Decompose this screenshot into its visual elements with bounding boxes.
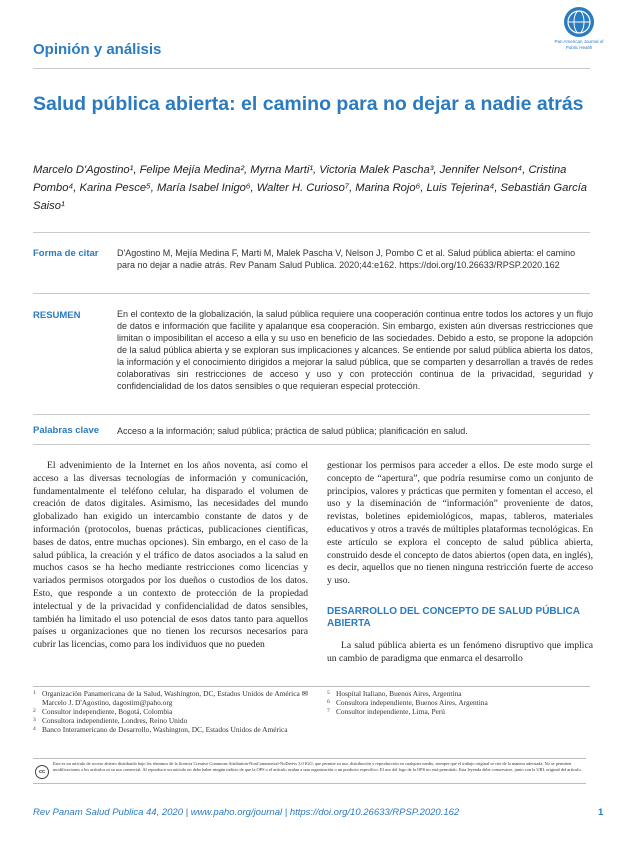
- journal-logo: [548, 7, 610, 50]
- footnote-item: 3 Consultora independiente, Londres, Reino Unido: [33, 716, 188, 725]
- footer-citation: Rev Panam Salud Publica 44, 2020 | www.paho.org/journal | https://doi.org/10.26633/RPSP.2020.162: [33, 807, 460, 818]
- cite-label: Forma de citar: [33, 248, 99, 259]
- footnotes-right: [327, 689, 593, 716]
- body-right-column-continued: [327, 640, 593, 666]
- footnote-item: 1 Organización Panamericana de la Salud, Washington, DC, Estados Unidos de América ✉ Marcelo J. D'Agostino, dagostim@paho.org: [33, 689, 308, 707]
- article-title: Salud pública abierta: el camino para no dejar a nadie atrás: [33, 93, 584, 115]
- body-left-column: [33, 460, 308, 652]
- section-label: Opinión y análisis: [33, 41, 162, 58]
- body-paragraph: La salud pública abierta es un fenómeno disruptivo que implica un cambio de paradigma que enmarca el desarrollo: [327, 640, 593, 664]
- creative-commons-icon: cc: [35, 765, 49, 779]
- footnotes-left: [33, 689, 308, 734]
- footnote-item: 2 Consultor independiente, Bogotá, Colombia: [33, 707, 173, 716]
- keywords-divider: [33, 444, 590, 445]
- abstract-text: En el contexto de la globalización, la salud pública requiere una cooperación continua entre todos los actores y un flujo de datos e información que facilite y apalanque esa cooperación. Sin embargo, existen aún diversas restricciones que limitan o imposibilitan el acceso a ella y su uso en beneficio de las sociedades. Debido a esto, se propone la adopción de la salud pública abierta y se exploran sus implicaciones y alcances. Se entiende por salud pública abierta los datos, la información y el conocimiento dirigidos a mejorar la salud pública, que se comparten y desarrollan a través de redes colaborativas sin restricciones de acceso y uso y con protección continua de la privacidad, seguridad y confidencialidad de los datos sensibles o que requieran especial protección.: [117, 309, 593, 391]
- license-notice: [33, 758, 586, 784]
- authors-divider: [33, 232, 590, 233]
- keywords-text: Acceso a la información; salud pública; práctica de salud pública; planificación en salud.: [117, 426, 468, 436]
- page-number: 1: [598, 807, 604, 818]
- abstract-label: RESUMEN: [33, 310, 81, 321]
- cite-divider: [33, 293, 590, 294]
- journal-logo-text: Pan American Journal of Public Health: [554, 39, 604, 50]
- body-paragraph: gestionar los permisos para acceder a ellos. De este modo surge el concepto de “apertura”, que podría resumirse como un conjunto de principios, valores y prácticas que permiten y fomentan el acceso, el uso y la diseminación de “información” proveniente de datos, revistas, boletines epidemiológicos, mapas, tableros, materiales educativos y otros a través de múltiples plataformas tecnológicas. En este artículo se explora el concepto de salud pública abierta, construido desde el concepto de datos abiertos (open data, en inglés), es decir, aquellos que no tienen ninguna restricción fuerte de acceso y uso.: [327, 460, 593, 587]
- abstract-divider: [33, 414, 590, 415]
- cite-text: D'Agostino M, Mejía Medina F, Marti M, Malek Pascha V, Nelson J, Pombo C et al. Salud pública abierta: el camino para no dejar a nadie atrás. Rev Panam Salud Publica. 2020;44:e162. https://doi.org/10.26633/RPSP.2020.162: [117, 248, 576, 270]
- author-list: Marcelo D'Agostino¹, Felipe Mejía Medina², Myrna Marti¹, Victoria Malek Pascha³, Jennifer Nelson⁴, Cristina Pombo⁴, Karina Pesce⁵, María Isabel Inigo⁶, Walter H. Curioso⁷, Marina Rojo⁶, Luis Tejerina⁴, Sebastián García Saiso¹: [33, 164, 587, 212]
- footnote-item: 6 Consultora independiente, Buenos Aires, Argentina: [327, 698, 488, 707]
- footnote-item: 4 Banco Interamericano de Desarrollo, Washington, DC, Estados Unidos de América: [33, 725, 288, 734]
- globe-icon: [564, 7, 594, 37]
- footnote-divider: [33, 686, 590, 687]
- license-text: Este es un artículo de acceso abierto distribuido bajo los términos de la licencia Creative Commons Attribution-NonCommercial-NoDerivs 3.0 IGO, que permite su uso, distribución y reproducción en cualquier medio, siempre que el trabajo original se cite de la manera adecuada. No se permiten modificaciones a los artículos ni su uso comercial. Al reproducir un artículo no debe haber ningún indicio de que la OPS o el artículo avalan a una organización o un producto específico. El uso del logo de la OPS no está permitido. Esta leyenda debe conservarse, junto con la URL original del artículo.: [53, 761, 582, 772]
- header-divider: [33, 68, 590, 69]
- footnote-item: 7 Consultor independiente, Lima, Perú: [327, 707, 445, 716]
- keywords-label: Palabras clave: [33, 425, 100, 436]
- footnote-item: 5 Hospital Italiano, Buenos Aires, Argentina: [327, 689, 462, 698]
- body-paragraph: El advenimiento de la Internet en los años noventa, así como el acceso a las diversas tecnologías de información y comunicación, fundamentalmente el teléfono celular, ha disparado el volumen de creación de datos digitales. Asimismo, las necesidades del mundo globalizado han exigido un intercambio constante de datos y de información (protocolos, buenas prácticas, publicaciones científicas, bases de datos, entre muchas opciones). Sin embargo, en el caso de la salud pública, la creación y el tráfico de datos asociados a la salud en muchos casos se ha hecho mediante restricciones como licencias y variados permisos otorgados por los dueños o custodios de los datos. Esto, que responde a un contexto de protección de la propiedad intelectual y de la privacidad y confidencialidad de datos sensibles, también ha limitado el uso potencial de esos datos tanto para aquellos países u organizaciones que no tienen los recursos necesarios para cubrir las licencias, como para los individuos que no pueden: [33, 460, 308, 651]
- section-heading: DESARROLLO DEL CONCEPTO DE SALUD PÚBLICA ABIERTA: [327, 606, 580, 629]
- body-right-column: [327, 460, 593, 588]
